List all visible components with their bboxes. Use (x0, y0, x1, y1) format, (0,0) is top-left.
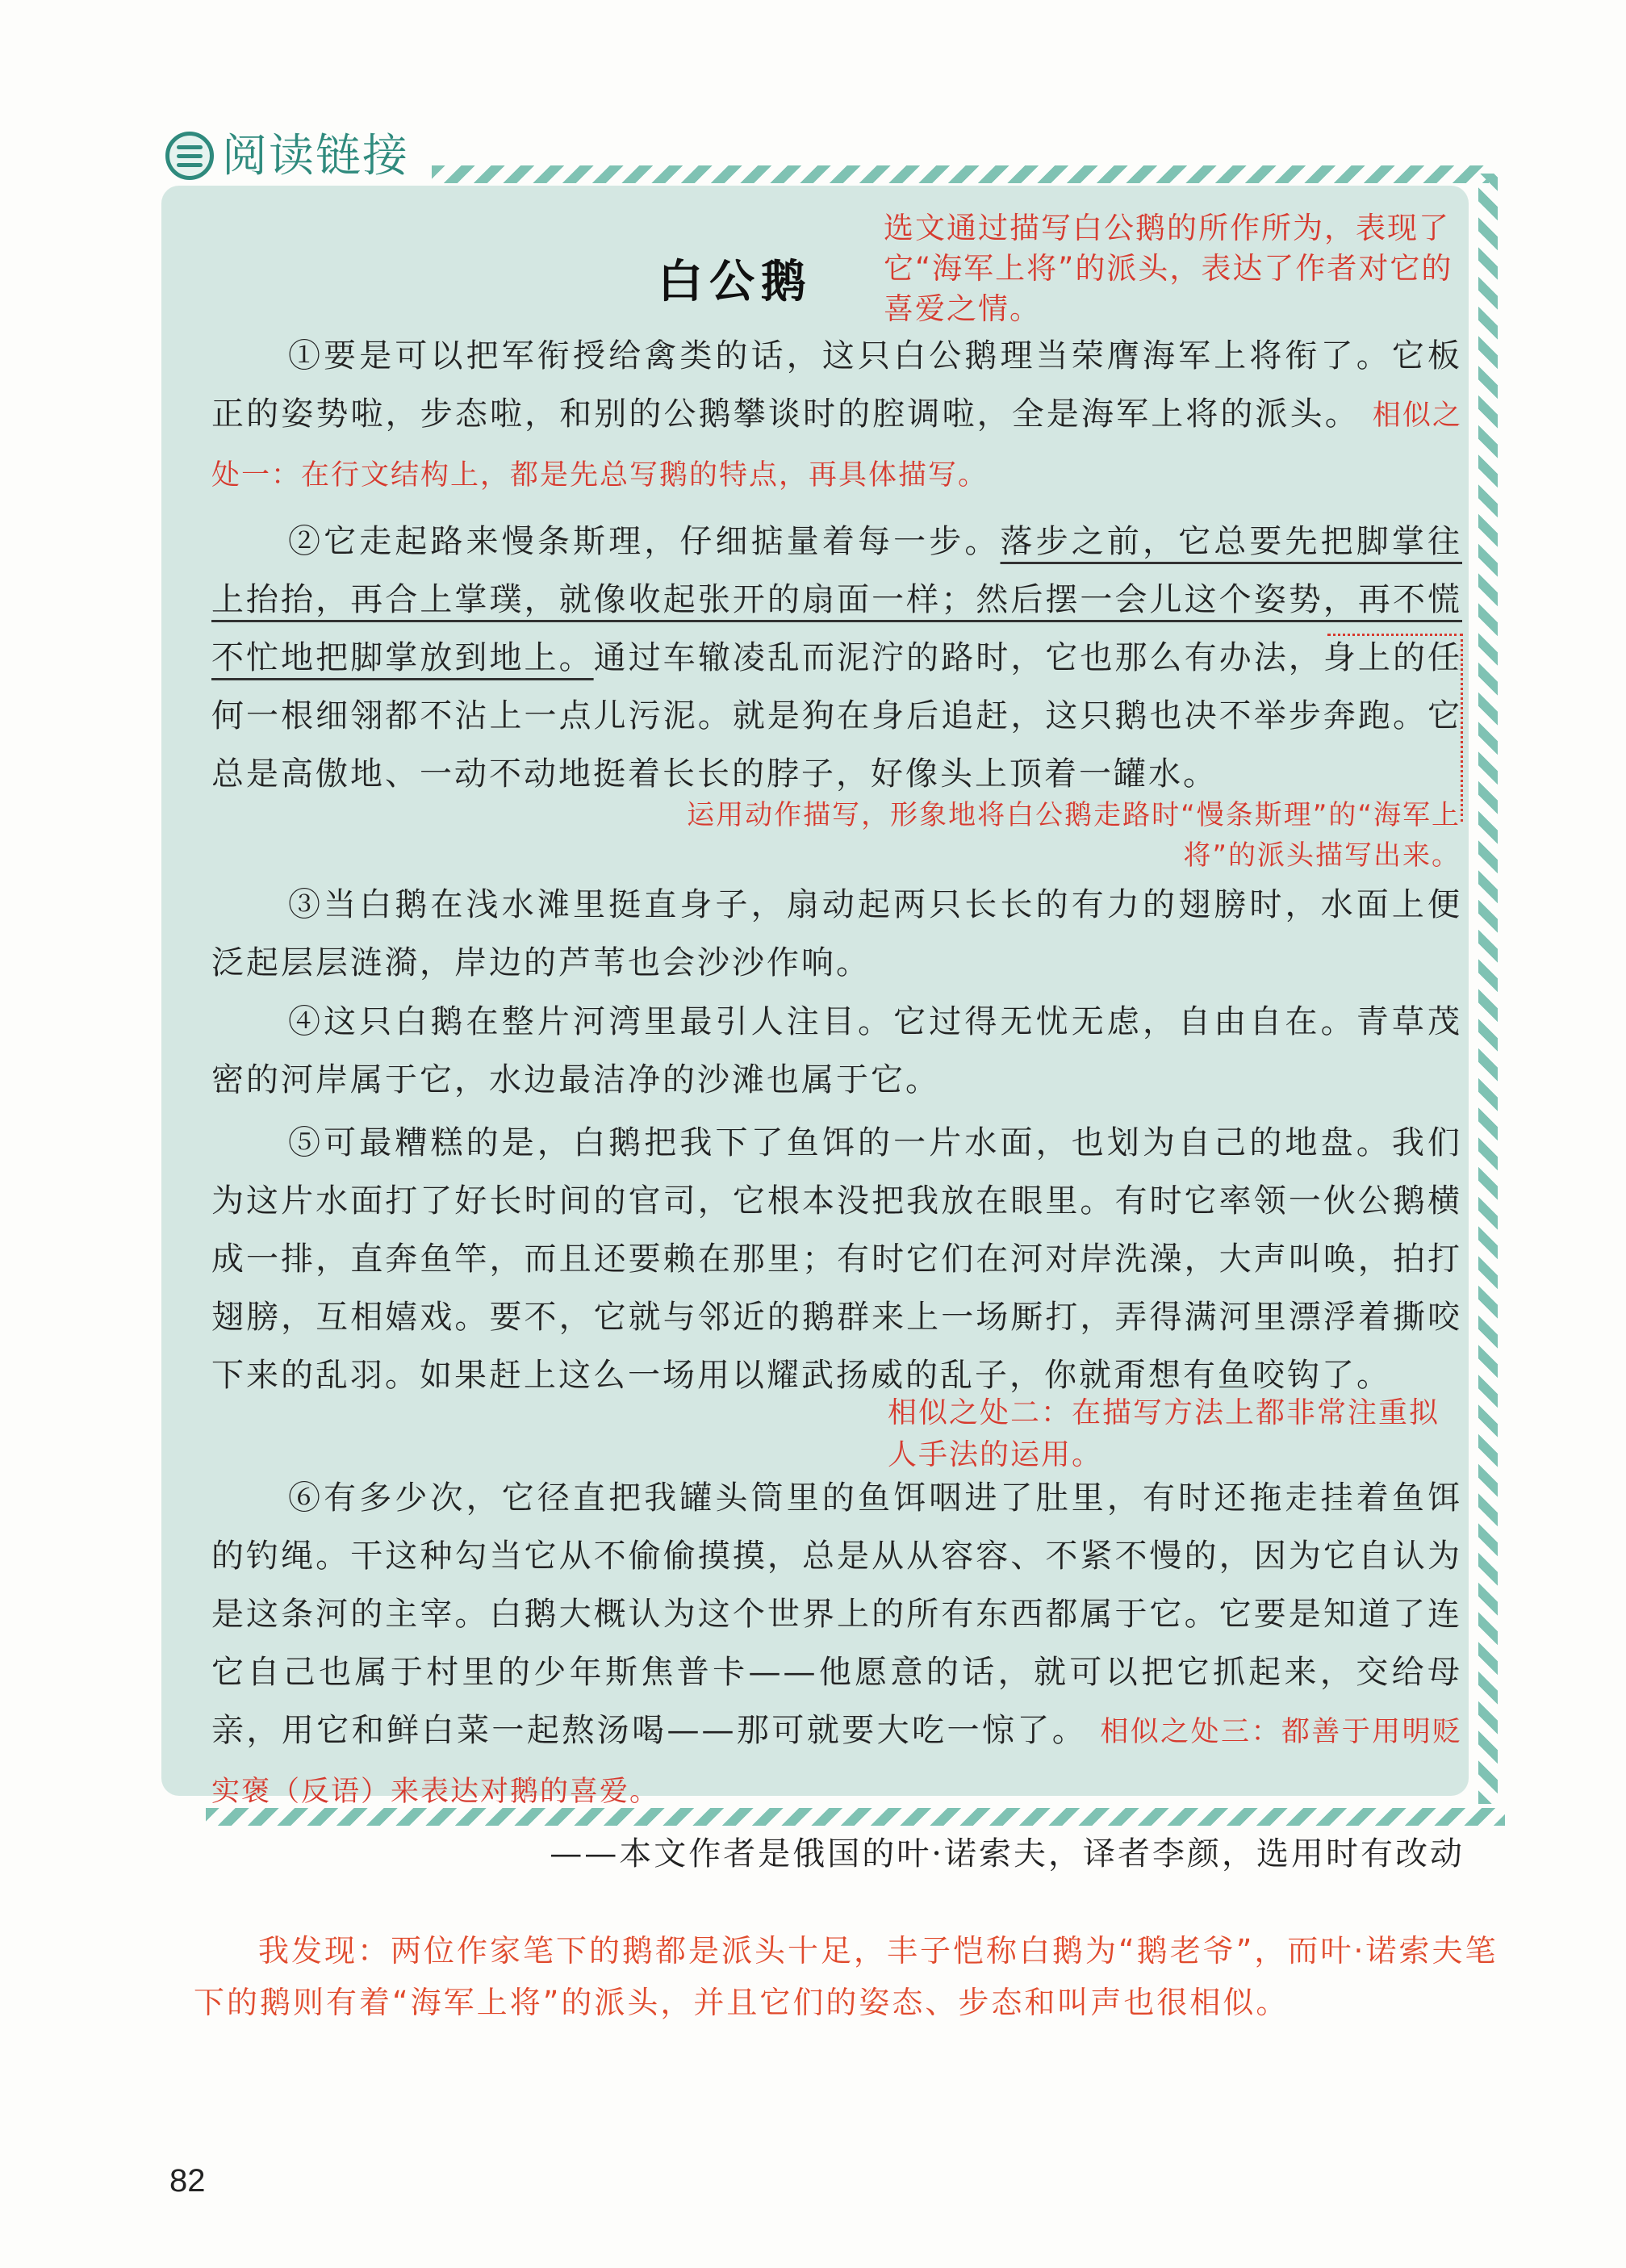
annotation-similarity-3: 相似之处三：都善于用明贬实褒（反语）来表达对鹅的喜爱。 (211, 1716, 1462, 1808)
paragraph-2 (211, 513, 1462, 803)
annotation-similarity-1: 相似之处一：在行文结构上，都是先总写鹅的特点，再具体描写。 (211, 400, 1463, 492)
paragraph-1-text: ①要是可以把军衔授给禽类的话，这只白公鹅理当荣膺海军上将衔了。它板正的姿势啦，步态啦，和别的公鹅攀谈时的腔调啦，全是海军上将的派头。 (211, 337, 1462, 433)
decorative-stripe-right (1478, 174, 1498, 1804)
annotation-action-description: 运用动作描写，形象地将白公鹅走路时“慢条斯理”的“海军上将”的派头描写出来。 (687, 799, 1461, 872)
paragraph-2-rest: 通过车辙凌乱而泥泞的路时，它也那么有办法，身上的任何一根细翎都不沾上一点儿污泥。就是狗在身后追赶，这只鹅也决不举步奔跑。它总是高傲地、一动不动地挺着长长的脖子，好像头上顶着一罐水。 (211, 639, 1463, 793)
page-number: 82 (169, 2163, 206, 2199)
paragraph-2-start: ②它走起路来慢条斯理，仔细掂量着每一步。 (288, 523, 1001, 560)
section-header (165, 128, 409, 184)
annotation-summary: 选文通过描写白公鹅的所作所为，表现了它“海军上将”的派头，表达了作者对它的喜爱之情。 (884, 211, 1453, 326)
paragraph-2-underlined: 落步之前，它总要先把脚掌往上抬抬，再合上掌璞，就像收起张开的扇面一样；然后摆一会儿这个姿势，再不慌不忙地把脚掌放到地上。 (211, 523, 1462, 676)
paragraph-1 (211, 327, 1462, 504)
paragraph-3: ③当白鹅在浅水滩里挺直身子，扇动起两只长长的有力的翅膀时，水面上便泛起层层涟漪，岸边的芦苇也会沙沙作响。 (211, 886, 1462, 981)
paragraph-6 (211, 1469, 1462, 1821)
discovery-note: 我发现：两位作家笔下的鹅都是派头十足，丰子恺称白鹅为“鹅老爷”，而叶·诺索夫笔下的鹅则有着“海军上将”的派头，并且它们的姿态、步态和叫声也很相似。 (194, 1933, 1499, 2020)
decorative-stripe-top (432, 165, 1489, 183)
paragraph-6-text: ⑥有多少次，它径直把我罐头筒里的鱼饵咽进了肚里，有时还拖走挂着鱼饵的钓绳。干这种勾当它从不偷偷摸摸，总是从从容容、不紧不慢的，因为它自认为是这条河的主宰。白鹅大概认为这个世界上的所有东西都属于它。它要是知道了连它自己也属于村里的少年斯焦普卡——他愿意的话，就可以把它抓起来，交给母亲，用它和鲜白菜一起熬汤喝——那可就要大吃一惊了。 (211, 1479, 1462, 1749)
article-title: 白公鹅 (658, 255, 813, 308)
book-icon (165, 132, 214, 180)
annotation-similarity-2: 相似之处二：在描写方法上都非常注重拟人手法的运用。 (888, 1396, 1440, 1471)
annotation-connector (1327, 634, 1463, 822)
paragraph-5: ⑤可最糟糕的是，白鹅把我下了鱼饵的一片水面，也划为自己的地盘。我们为这片水面打了好长时间的官司，它根本没把我放在眼里。有时它率领一伙公鹅横成一排，直奔鱼竿，而且还要赖在那里；有时它们在河对岸洗澡，大声叫唤，拍打翅膀，互相嬉戏。要不，它就与邻近的鹅群来上一场厮打，弄得满河里漂浮着撕咬下来的乱羽。如果赶上这么一场用以耀武扬威的乱子，你就甭想有鱼咬钩了。 (211, 1124, 1462, 1394)
source-attribution: ——本文作者是俄国的叶·诺索夫，译者李颜，选用时有改动 (550, 1835, 1465, 1873)
section-title: 阅读链接 (222, 120, 409, 192)
paragraph-4: ④这只白鹅在整片河湾里最引人注目。它过得无忧无虑，自由自在。青草茂密的河岸属于它，水边最洁净的沙滩也属于它。 (211, 1003, 1462, 1098)
